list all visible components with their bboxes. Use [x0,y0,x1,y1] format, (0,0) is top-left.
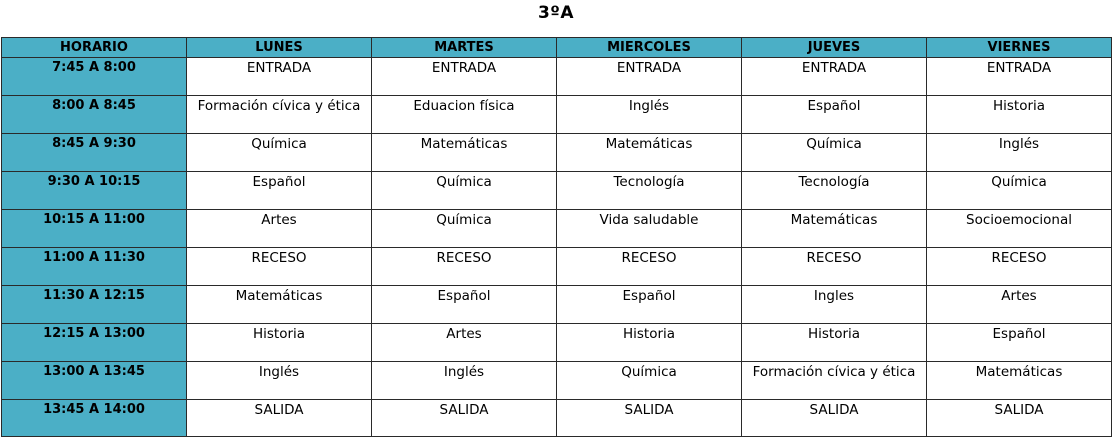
schedule-cell: Tecnología [742,172,927,210]
header-martes: MARTES [372,38,557,58]
schedule-cell: SALIDA [557,400,742,437]
header-lunes: LUNES [187,38,372,58]
table-row [2,172,1112,210]
schedule-cell: Historia [187,324,372,362]
schedule-cell: Historia [742,324,927,362]
table-row [2,324,1112,362]
schedule-cell: Español [927,324,1112,362]
schedule-cell: Matemáticas [557,134,742,172]
schedule-cell: RECESO [187,248,372,286]
schedule-cell: Matemáticas [742,210,927,248]
time-slot: 8:00 A 8:45 [2,96,187,134]
schedule-cell: Historia [927,96,1112,134]
schedule-cell: Artes [187,210,372,248]
schedule-cell: SALIDA [927,400,1112,437]
schedule-cell: ENTRADA [187,58,372,96]
table-row [2,362,1112,400]
table-row [2,210,1112,248]
schedule-cell: SALIDA [187,400,372,437]
schedule-table [1,37,1112,437]
schedule-cell: Historia [557,324,742,362]
header-viernes: VIERNES [927,38,1112,58]
schedule-header [2,38,1112,58]
schedule-cell: Español [187,172,372,210]
time-slot: 8:45 A 9:30 [2,134,187,172]
time-slot: 10:15 A 11:00 [2,210,187,248]
time-slot: 13:00 A 13:45 [2,362,187,400]
table-row [2,134,1112,172]
schedule-cell: Formación cívica y ética [742,362,927,400]
schedule-cell: Artes [372,324,557,362]
schedule-cell: Inglés [557,96,742,134]
schedule-cell: Inglés [372,362,557,400]
table-row [2,58,1112,96]
schedule-cell: Matemáticas [372,134,557,172]
schedule-cell: RECESO [372,248,557,286]
time-slot: 13:45 A 14:00 [2,400,187,437]
header-row [2,38,1112,58]
schedule-cell: SALIDA [372,400,557,437]
schedule-cell: Español [557,286,742,324]
time-slot: 12:15 A 13:00 [2,324,187,362]
schedule-cell: Química [927,172,1112,210]
schedule-cell: Eduacion física [372,96,557,134]
schedule-cell: Español [742,96,927,134]
schedule-cell: Química [742,134,927,172]
schedule-cell: RECESO [557,248,742,286]
schedule-cell: Química [372,172,557,210]
schedule-cell: Química [372,210,557,248]
schedule-cell: Artes [927,286,1112,324]
schedule-cell: RECESO [742,248,927,286]
header-jueves: JUEVES [742,38,927,58]
schedule-body [2,58,1112,437]
time-slot: 11:00 A 11:30 [2,248,187,286]
schedule-cell: Matemáticas [927,362,1112,400]
schedule-cell: ENTRADA [557,58,742,96]
schedule-cell: SALIDA [742,400,927,437]
schedule-cell: Tecnología [557,172,742,210]
table-row [2,400,1112,437]
header-miercoles: MIERCOLES [557,38,742,58]
schedule-cell: ENTRADA [742,58,927,96]
schedule-title: 3ºA [537,3,575,23]
header-horario: HORARIO [2,38,187,58]
schedule-cell: Química [187,134,372,172]
schedule-cell: Ingles [742,286,927,324]
schedule-cell: Inglés [927,134,1112,172]
time-slot: 7:45 A 8:00 [2,58,187,96]
schedule-cell: Vida saludable [557,210,742,248]
table-row [2,286,1112,324]
schedule-cell: Español [372,286,557,324]
time-slot: 9:30 A 10:15 [2,172,187,210]
schedule-cell: RECESO [927,248,1112,286]
schedule-cell: Matemáticas [187,286,372,324]
schedule-cell: ENTRADA [372,58,557,96]
time-slot: 11:30 A 12:15 [2,286,187,324]
schedule-cell: Socioemocional [927,210,1112,248]
schedule-cell: ENTRADA [927,58,1112,96]
schedule-cell: Formación cívica y ética [187,96,372,134]
schedule-cell: Inglés [187,362,372,400]
table-row [2,248,1112,286]
table-row [2,96,1112,134]
schedule-cell: Química [557,362,742,400]
